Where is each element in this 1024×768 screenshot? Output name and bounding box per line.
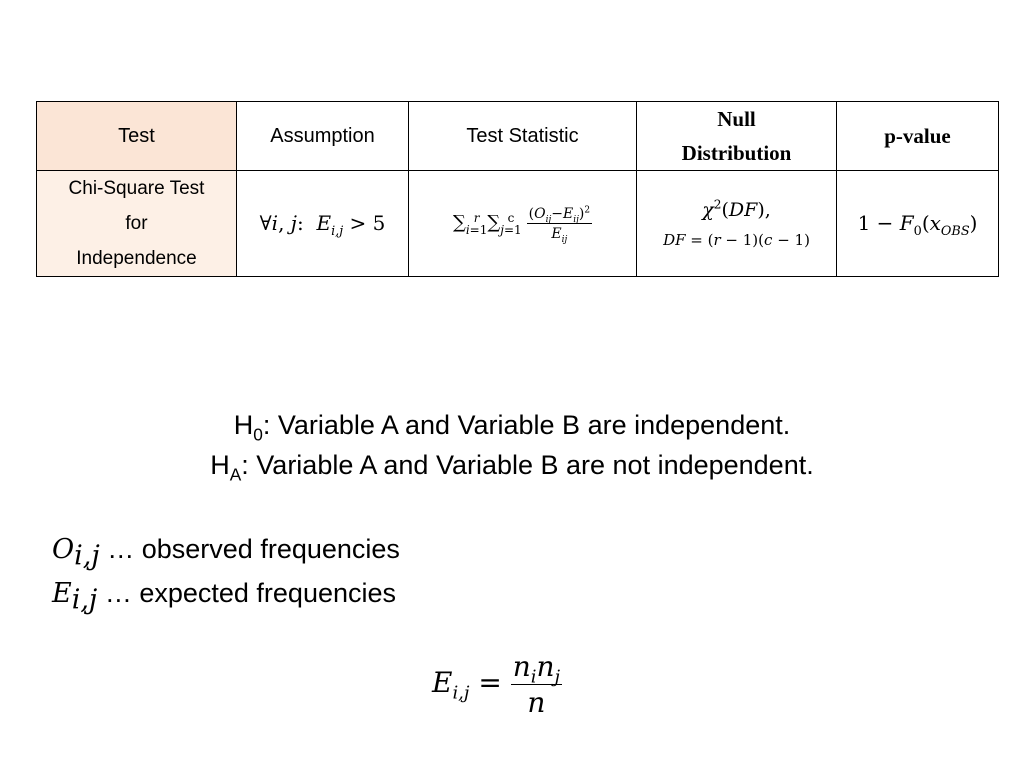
cell-p-value <box>837 171 999 277</box>
observed-definition: $O_{i,j}$ … observed frequencies <box>52 534 400 572</box>
table-header-row <box>37 102 999 171</box>
header-assumption: Assumption <box>237 102 409 171</box>
cell-test-name: Chi-Square Test for Independence <box>37 171 237 277</box>
cell-test-statistic <box>409 171 637 277</box>
p-value-formula: $1 - F_0(x_{OBS})$ <box>857 211 978 239</box>
expected-frequency-formula: $E_{i,j}$ = $\frac{n_in_j}{n}$ <box>432 650 561 719</box>
table-row <box>37 171 999 277</box>
header-test: Test <box>37 102 237 171</box>
header-test-statistic: Test Statistic <box>409 102 637 171</box>
test-summary-table <box>36 101 999 277</box>
header-null-distribution: Null Distribution <box>637 102 837 171</box>
header-p-value: p-value <box>837 102 999 171</box>
expected-definition: $E_{i,j}$ … expected frequencies <box>52 578 397 616</box>
null-hypothesis: $H_0$: Variable A and Variable B are independent. <box>233 410 791 445</box>
df-formula: DF = (r − 1)(c − 1) <box>663 230 810 249</box>
cell-assumption <box>237 171 409 277</box>
chi-square-formula: $\chi^2(DF)$, <box>702 197 771 221</box>
cell-null-distribution <box>637 171 837 277</box>
assumption-formula: ∀i, j: $E_{i,j} > 5$ <box>259 211 386 239</box>
alternative-hypothesis: $H_A$: Variable A and Variable B are not independent. <box>210 450 814 485</box>
statistic-formula: ∑ r i=1 ∑ c j=1 $\frac{(O_{ij}-E_{ij})^2}{E_{ij}}$ <box>452 205 591 245</box>
